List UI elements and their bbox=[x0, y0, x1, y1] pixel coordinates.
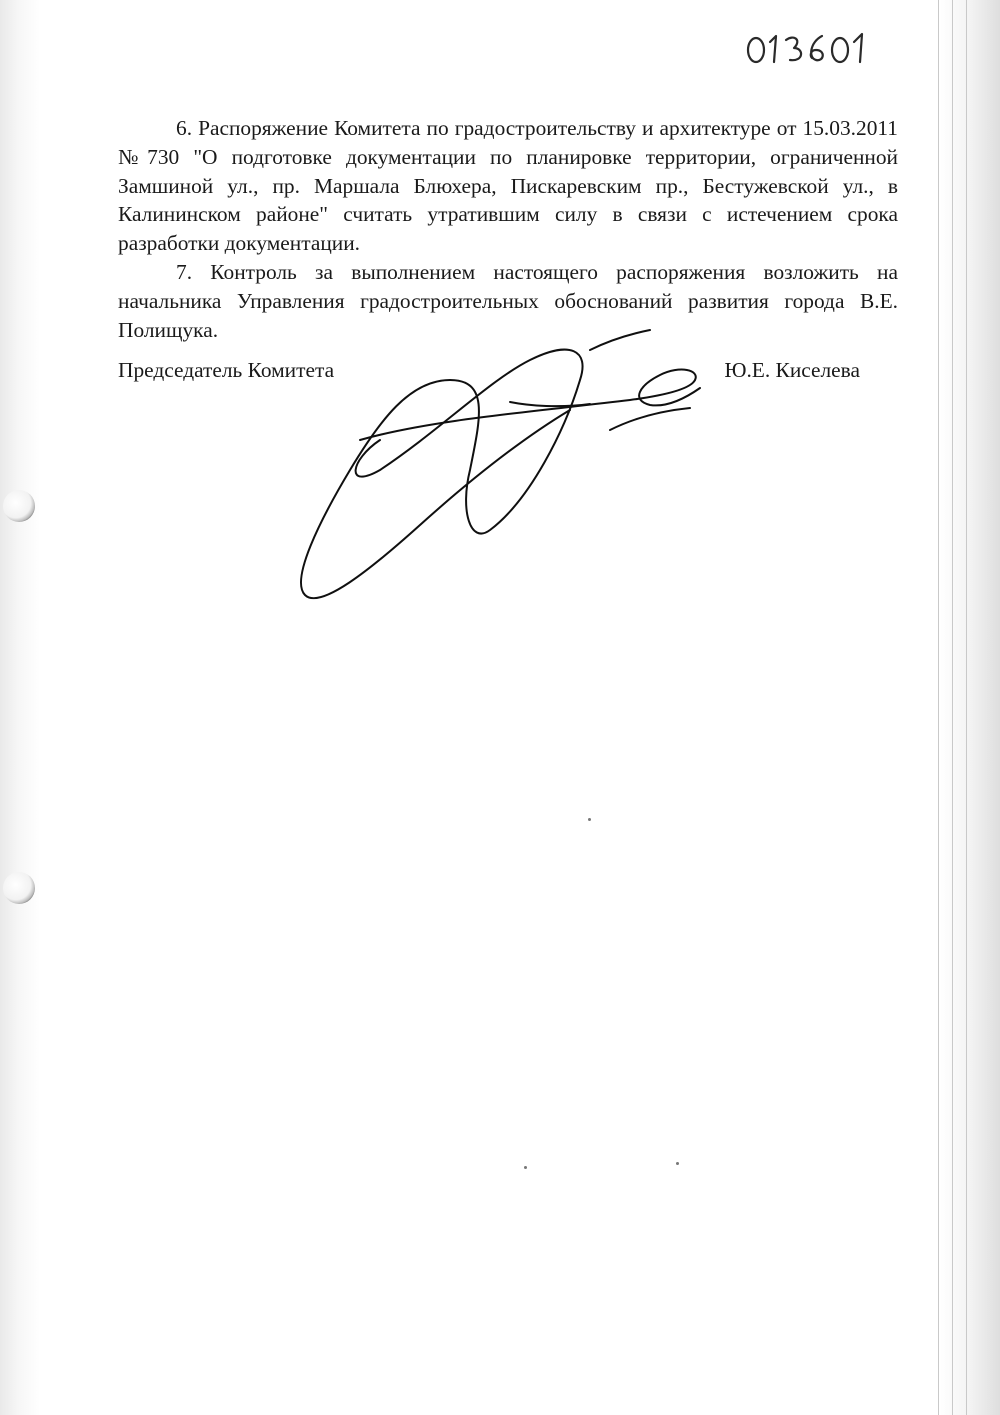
scan-speck bbox=[588, 818, 591, 821]
scan-left-edge bbox=[0, 0, 40, 1415]
handwritten-signature bbox=[290, 320, 730, 610]
paragraph-7: 7. Контроль за выполнением настоящего распоряжения возложить на начальника Управления градостроительных обоснований развития города В.Е. Полищука. bbox=[118, 259, 898, 342]
scan-right-edge bbox=[940, 0, 1000, 1415]
page-stack-line bbox=[952, 0, 953, 1415]
handwritten-document-number bbox=[744, 28, 874, 68]
punch-hole bbox=[3, 490, 35, 522]
scan-speck bbox=[524, 1166, 527, 1169]
punch-hole bbox=[3, 872, 35, 904]
scan-speck bbox=[676, 1162, 679, 1165]
document-body bbox=[118, 114, 898, 344]
page-stack-line bbox=[966, 0, 967, 1415]
signer-title: Председатель Комитета bbox=[118, 358, 335, 382]
paragraph-6: 6. Распоряжение Комитета по градостроительству и архитектуре от 15.03.2011 №730 "О подготовке документации по планировке территории, ограниченной Замшиной ул., пр. Маршала Блюхера, Пискаревским пр., Бестужевской ул., в Калининском районе" считать утратившим силу в связи с истечением срока разработки документации. bbox=[118, 116, 898, 256]
signer-name: Ю.Е. Киселева bbox=[724, 358, 860, 382]
page-stack-line bbox=[938, 0, 939, 1415]
